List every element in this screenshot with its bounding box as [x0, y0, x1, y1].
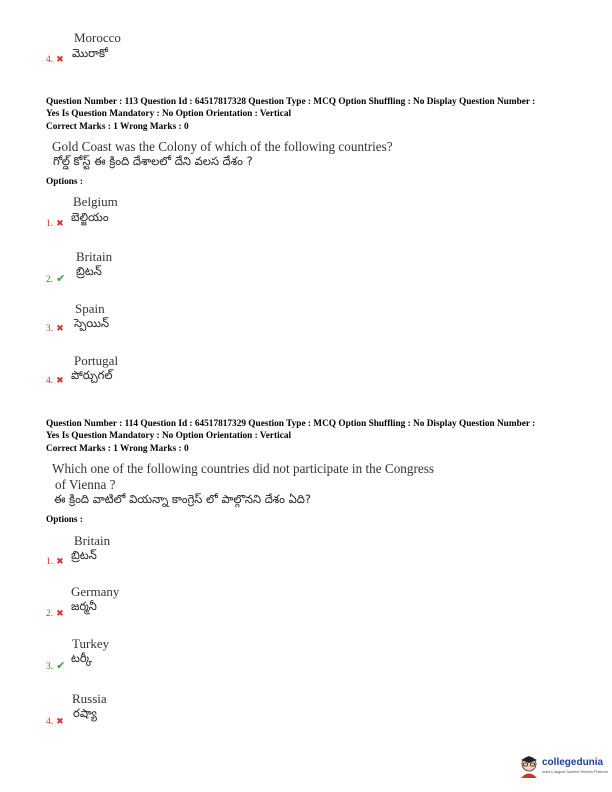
q114-option-1-number	[46, 556, 64, 567]
wrong-mark-icon: ✖	[56, 218, 64, 228]
prev-option-4-telugu: మొరాకో	[72, 46, 108, 60]
question-113-meta-line-1: Question Number : 113 Question Id : 64517817328 Question Type : MCQ Option Shuffling : No Display Question Number :	[46, 97, 536, 107]
q114-option-2-english: Germany	[71, 584, 120, 599]
question-114-text-english-line-1: Which one of the following countries did not participate in the Congress	[52, 461, 434, 476]
q113-option-1-english: Belgium	[73, 194, 118, 209]
q114-option-3-english: Turkey	[72, 636, 110, 651]
question-113-meta-line-2: Yes Is Question Mandatory : No Option Orientation : Vertical	[46, 109, 292, 119]
collegedunia-logo	[518, 754, 608, 786]
correct-check-icon: ✔	[56, 660, 66, 672]
q113-option-3-number	[46, 323, 64, 334]
wrong-mark-icon: ✖	[56, 54, 64, 64]
option-number-text: 1.	[46, 557, 54, 567]
q113-option-3-english: Spain	[75, 301, 105, 316]
question-114-text-telugu: ఈ క్రింది వాటిలో వియన్నా కాంగ్రెస్ లో పాల్గొనని దేశం ఏది?	[54, 492, 312, 506]
logo-name: collegedunia	[542, 757, 604, 768]
question-113-text-english: Gold Coast was the Colony of which of the following countries?	[52, 139, 393, 154]
q113-option-4-number	[46, 375, 64, 386]
option-number-text: 1.	[46, 219, 54, 229]
question-114-options-label: Options :	[46, 515, 83, 525]
q113-option-2-telugu: బ్రిటన్	[76, 264, 102, 278]
prev-option-4-english: Morocco	[74, 30, 121, 45]
q114-option-4-english: Russia	[72, 691, 107, 706]
q114-option-2-number	[46, 608, 64, 619]
q114-option-4-telugu: రష్యా	[73, 706, 97, 720]
question-114-text-english-line-2: of Vienna ?	[55, 477, 116, 492]
question-113-text-telugu: గోల్డ్ కోస్ట్ ఈ క్రింది దేశాలలో దేని వలస దేశం ?	[53, 154, 253, 168]
q113-option-4-english: Portugal	[74, 353, 119, 368]
q113-option-4-telugu: పోర్చుగల్	[71, 368, 113, 382]
logo-tagline: India's largest Student Review Platform	[542, 770, 609, 774]
option-number-text: 2.	[46, 275, 54, 285]
q113-option-3-telugu: స్పెయిన్	[74, 316, 110, 330]
wrong-mark-icon: ✖	[56, 556, 64, 566]
question-113-options-label: Options :	[46, 177, 83, 187]
option-number-text: 2.	[46, 609, 54, 619]
q113-option-2-number	[46, 272, 65, 285]
question-114-marks: Correct Marks : 1 Wrong Marks : 0	[46, 444, 189, 454]
option-number-text: 3.	[46, 662, 54, 672]
option-number-text: 4.	[46, 717, 54, 727]
prev-option-4-number	[46, 54, 64, 65]
question-114-meta-line-2: Yes Is Question Mandatory : No Option Orientation : Vertical	[46, 431, 292, 441]
option-number-text: 4.	[46, 55, 54, 65]
wrong-mark-icon: ✖	[56, 323, 64, 333]
wrong-mark-icon: ✖	[56, 375, 64, 385]
student-avatar-icon	[518, 754, 540, 778]
q114-option-3-telugu: టర్కీ	[71, 651, 93, 665]
q113-option-1-telugu: బెల్జియం	[71, 210, 109, 224]
wrong-mark-icon: ✖	[56, 608, 64, 618]
correct-check-icon: ✔	[56, 273, 66, 285]
q113-option-1-number	[46, 218, 64, 229]
q114-option-1-telugu: బ్రిటన్	[71, 548, 97, 562]
question-113-marks: Correct Marks : 1 Wrong Marks : 0	[46, 122, 189, 132]
option-number-text: 4.	[46, 376, 54, 386]
q114-option-3-number	[46, 659, 65, 672]
q113-option-2-english: Britain	[76, 249, 113, 264]
option-number-text: 3.	[46, 324, 54, 334]
question-114-meta-line-1: Question Number : 114 Question Id : 64517817329 Question Type : MCQ Option Shuffling : No Display Question Number :	[46, 419, 536, 429]
q114-option-4-number	[46, 716, 64, 727]
wrong-mark-icon: ✖	[56, 716, 64, 726]
q114-option-1-english: Britain	[74, 533, 111, 548]
q114-option-2-telugu: జర్మనీ	[71, 599, 97, 613]
